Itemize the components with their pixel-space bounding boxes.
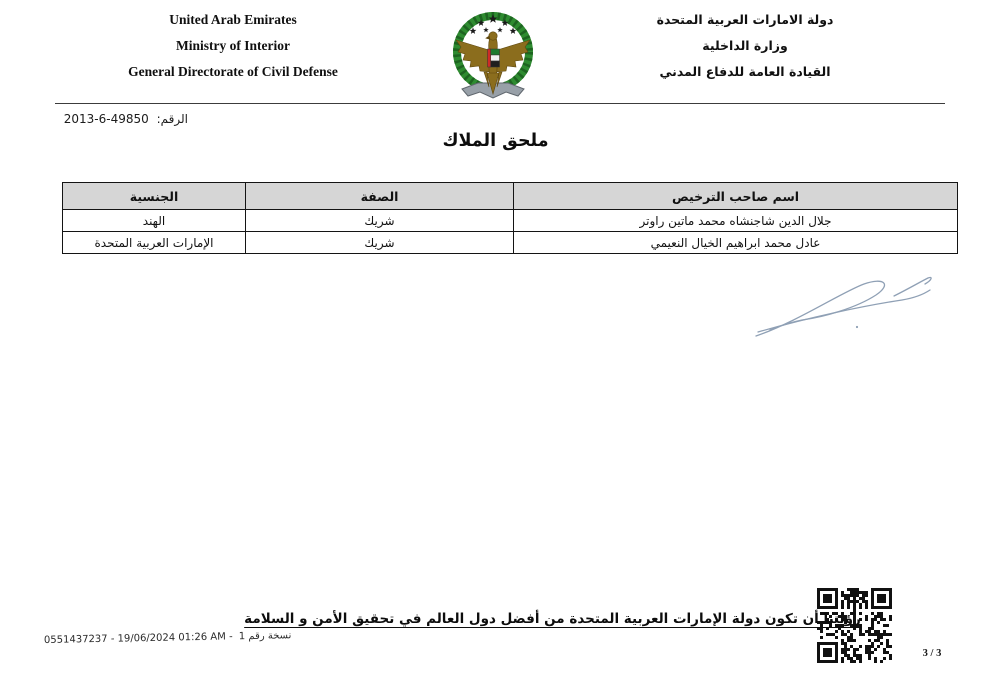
header-english-line-3: General Directorate of Civil Defense: [128, 64, 338, 79]
reference-number: [55, 112, 188, 126]
header-arabic-line-2: وزارة الداخلية: [702, 38, 788, 53]
role-cell: شريك: [246, 232, 514, 254]
footer-meta-copy-number: نسخة رقم 1: [238, 630, 292, 643]
nationality-cell: الإمارات العربية المتحدة: [63, 232, 246, 254]
signature-stroke: [756, 277, 931, 336]
table-row: [63, 210, 958, 232]
header-english: [83, 7, 383, 85]
licensee-name-cell: جلال الدين شاجنشاه محمد ماتين راوتر: [514, 210, 958, 232]
licensee-name-cell: عادل محمد ابراهيم الخيال النعيمي: [514, 232, 958, 254]
vision-statement: رؤيتنا أن تكون دولة الإمارات العربية المتحدة من أفضل دول العالم في تحقيق الأمن و السلامة: [244, 611, 861, 627]
owners-table: [62, 182, 958, 254]
table-header-cell: الصفة: [246, 183, 514, 210]
uae-moi-emblem-icon: [448, 3, 538, 101]
header-divider: [55, 103, 945, 104]
page-number: 3 / 3: [922, 648, 942, 659]
table-header-cell: اسم صاحب الترخيص: [514, 183, 958, 210]
header-english-line-1: United Arab Emirates: [169, 12, 297, 27]
nationality-cell: الهند: [63, 210, 246, 232]
signature-image: [752, 270, 937, 340]
header-english-line-2: Ministry of Interior: [176, 38, 290, 53]
header-arabic-line-1: دولة الامارات العربية المتحدة: [656, 12, 834, 27]
reference-value: 49850-6-2013: [63, 112, 149, 126]
document-title: ملحق الملاك: [442, 131, 549, 151]
reference-label: الرقم:: [156, 112, 188, 126]
header-arabic-line-3: القيادة العامة للدفاع المدني: [659, 64, 831, 79]
table-header-row: [63, 183, 958, 210]
table-header-cell: الجنسية: [63, 183, 246, 210]
role-cell: شريك: [246, 210, 514, 232]
table-row: [63, 232, 958, 254]
footer-meta: [44, 630, 292, 646]
footer-meta-ltr: 0551437237 - 19/06/2024 01:26 AM -: [43, 631, 233, 646]
header-arabic: [595, 7, 895, 85]
